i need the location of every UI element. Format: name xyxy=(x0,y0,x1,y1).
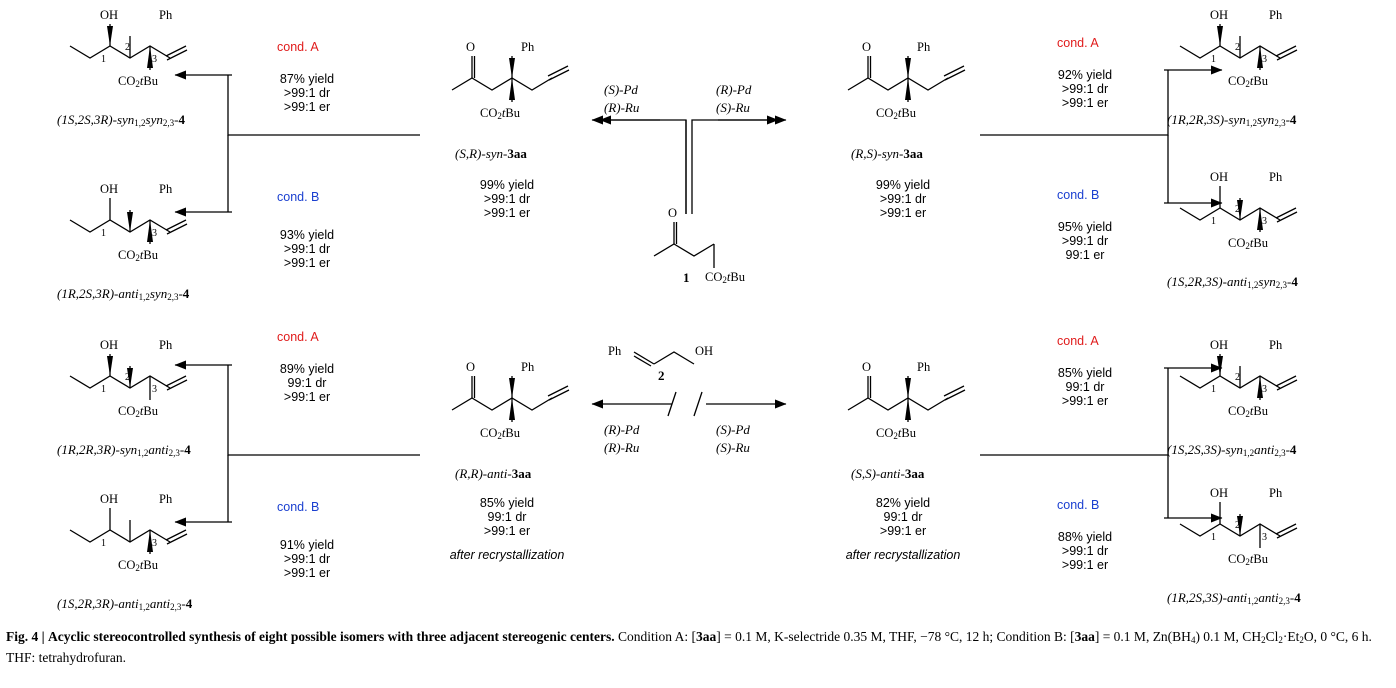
structure-intermediate-SR-syn-3aa xyxy=(452,56,569,102)
figure-title: Acyclic stereocontrolled synthesis of eight possible isomers with three adjacent stereogenic centers. xyxy=(47,629,615,644)
intermediate-label-RS-syn-3aa: (R,S)-syn-3aa xyxy=(851,146,923,161)
product-label-top-right-lower: (1S,2R,3S)-anti$_{1,2}$syn$_{2,3}$-4 xyxy=(1167,274,1298,290)
er-value: >99:1 er xyxy=(283,256,331,270)
er-value: >99:1 er xyxy=(1061,96,1109,110)
yield-value: 85% yield xyxy=(479,496,535,510)
intermediate-label-RR-anti-3aa: (R,R)-anti-3aa xyxy=(455,466,532,481)
yield-value: 88% yield xyxy=(1057,530,1113,544)
locant-3: 3 xyxy=(152,384,157,395)
dr-value: >99:1 dr xyxy=(1061,544,1109,558)
atom-label-co2tbu: $CO_2tBu$ xyxy=(705,270,745,285)
er-value: >99:1 er xyxy=(879,206,927,220)
dr-value: >99:1 dr xyxy=(879,192,927,206)
atom-label-co2tbu: $CO_2tBu$ xyxy=(118,248,158,263)
figure-caption: Fig. 4 | Acyclic stereocontrolled synthesis of eight possible isomers with three adjacent stereogenic centers. Condition A: [3aa] = 0.1 M, K-selectride 0.35 M, THF, −78 °C, 12 h; Condition B: [3aa] = 0.1 M, $Zn(BH_4)$ 0.1 M, $CH_2Cl_2\cdot Et_2O$, 0 °C, 6 h. THF: tetrahydrofuran. xyxy=(6,629,1372,665)
note-SS-anti-3aa: after recrystallization xyxy=(845,548,961,562)
starting-material-2-label: 2 xyxy=(658,368,665,383)
atom-label-o: O xyxy=(862,360,872,374)
dr-value: 99:1 dr xyxy=(883,510,923,524)
er-value: >99:1 er xyxy=(1061,558,1109,572)
caption-text-6: ·Et xyxy=(1282,629,1300,644)
figure-separator: | xyxy=(41,629,45,644)
locant-3: 3 xyxy=(1262,54,1267,65)
er-value: >99:1 er xyxy=(283,566,331,580)
yield-block-top-left-lower xyxy=(252,228,362,270)
locant-3: 3 xyxy=(1262,384,1267,395)
locant-3: 3 xyxy=(152,228,157,239)
catalyst-top-left-line1: (S)-Pd xyxy=(604,82,638,97)
caption-text-5: Cl xyxy=(1265,629,1279,644)
atom-label-oh: OH xyxy=(695,344,714,358)
atom-label-co2tbu: $CO_2tBu$ xyxy=(1228,74,1268,89)
structure-product-top-left-lower xyxy=(70,198,187,244)
atom-label-o: O xyxy=(466,360,476,374)
locant-2: 2 xyxy=(1235,42,1240,53)
atom-label-ph: Ph xyxy=(521,40,535,54)
catalyst-top-right-line2: (S)-Ru xyxy=(716,100,750,115)
yield-value: 99% yield xyxy=(875,178,931,192)
structure-starting-material-1 xyxy=(654,222,714,268)
er-value: >99:1 er xyxy=(879,524,927,538)
locant-2: 2 xyxy=(1235,372,1240,383)
yield-block-top-left-upper xyxy=(252,72,362,114)
yield-value: 85% yield xyxy=(1057,366,1113,380)
figure-number: Fig. 4 xyxy=(6,629,39,644)
dr-value: 99:1 dr xyxy=(287,376,327,390)
atom-label-oh: OH xyxy=(100,492,119,506)
locant-1: 1 xyxy=(101,384,106,395)
condition-label-top-right-upper: cond. A xyxy=(1057,36,1099,50)
product-label-bottom-left-upper: (1R,2R,3R)-syn$_{1,2}$anti$_{2,3}$-4 xyxy=(57,442,191,458)
caption-text-2: ] = 0.1 M, K-selectride 0.35 M, THF, −78 °C, 12 h; Condition B: [ xyxy=(716,629,1075,644)
caption-3aa-2: 3aa xyxy=(1074,629,1095,644)
atom-label-ph: Ph xyxy=(159,492,173,506)
locant-1: 1 xyxy=(101,228,106,239)
dr-value: >99:1 dr xyxy=(1061,234,1109,248)
atom-label-ph: Ph xyxy=(521,360,535,374)
starting-material-1-label: 1 xyxy=(683,270,690,285)
yield-block-top-right-upper xyxy=(1030,68,1140,110)
atom-label-ph: Ph xyxy=(1269,486,1283,500)
atom-label-ph: Ph xyxy=(1269,338,1283,352)
dr-value: >99:1 dr xyxy=(283,552,331,566)
dr-value: >99:1 dr xyxy=(283,86,331,100)
atom-label-oh: OH xyxy=(100,338,119,352)
locant-1: 1 xyxy=(101,54,106,65)
atom-label-co2tbu: $CO_2tBu$ xyxy=(118,558,158,573)
atom-label-co2tbu: $CO_2tBu$ xyxy=(1228,404,1268,419)
catalyst-bottom-right-line1: (S)-Pd xyxy=(716,422,750,437)
locant-3: 3 xyxy=(152,54,157,65)
note-RR-anti-3aa: after recrystallization xyxy=(449,548,565,562)
atom-label-oh: OH xyxy=(1210,338,1229,352)
atom-label-ph: Ph xyxy=(1269,8,1283,22)
structure-starting-material-2 xyxy=(634,352,694,366)
atom-label-co2tbu: $CO_2tBu$ xyxy=(118,74,158,89)
atom-label-co2tbu: $CO_2tBu$ xyxy=(480,106,520,121)
catalyst-bottom-left-line2: (R)-Ru xyxy=(604,440,640,455)
atom-label-ph: Ph xyxy=(917,40,931,54)
dr-value: 99:1 dr xyxy=(1065,380,1105,394)
dr-value: >99:1 dr xyxy=(283,242,331,256)
product-label-top-left-upper: (1S,2S,3R)-syn$_{1,2}$syn$_{2,3}$-4 xyxy=(57,112,185,128)
atom-label-co2tbu: $CO_2tBu$ xyxy=(1228,236,1268,251)
atom-label-oh: OH xyxy=(1210,8,1229,22)
locant-3: 3 xyxy=(152,538,157,549)
yield-value: 89% yield xyxy=(279,362,335,376)
locant-1: 1 xyxy=(1211,384,1216,395)
product-label-bottom-right-upper: (1S,2S,3S)-syn$_{1,2}$anti$_{2,3}$-4 xyxy=(1167,442,1297,458)
catalyst-top-left-line2: (R)-Ru xyxy=(604,100,640,115)
locant-3: 3 xyxy=(1262,216,1267,227)
yield-block-RR-anti-3aa xyxy=(447,496,567,538)
er-value: >99:1 er xyxy=(283,100,331,114)
structure-intermediate-RR-anti-3aa xyxy=(452,376,569,422)
er-value: >99:1 er xyxy=(283,390,331,404)
locant-3: 3 xyxy=(1262,532,1267,543)
caption-text-4: ) 0.1 M, CH xyxy=(1195,629,1262,644)
locant-2: 2 xyxy=(125,42,130,53)
yield-block-bottom-left-upper xyxy=(252,362,362,404)
locant-1: 1 xyxy=(1211,216,1216,227)
yield-value: 99% yield xyxy=(479,178,535,192)
yield-value: 91% yield xyxy=(279,538,335,552)
atom-label-oh: OH xyxy=(1210,170,1229,184)
caption-text-1: Condition A: [ xyxy=(618,629,697,644)
atom-label-ph: Ph xyxy=(159,8,173,22)
er-value: >99:1 er xyxy=(1061,394,1109,408)
yield-block-SR-syn-3aa xyxy=(447,178,567,220)
locant-2: 2 xyxy=(125,372,130,383)
product-label-top-left-lower: (1R,2S,3R)-anti$_{1,2}$syn$_{2,3}$-4 xyxy=(57,286,190,302)
condition-label-bottom-right-lower: cond. B xyxy=(1057,498,1100,512)
intermediate-label-SR-syn-3aa: (S,R)-syn-3aa xyxy=(455,146,527,161)
atom-label-co2tbu: $CO_2tBu$ xyxy=(118,404,158,419)
yield-block-bottom-left-lower xyxy=(252,538,362,580)
arrow-top-center xyxy=(600,120,778,214)
locant-2: 2 xyxy=(1235,520,1240,531)
yield-block-top-right-lower xyxy=(1030,220,1140,262)
locant-1: 1 xyxy=(101,538,106,549)
yield-value: 95% yield xyxy=(1057,220,1113,234)
locant-1: 1 xyxy=(1211,54,1216,65)
condition-label-top-right-lower: cond. B xyxy=(1057,188,1100,202)
dr-value: >99:1 dr xyxy=(483,192,531,206)
product-label-bottom-left-lower: (1S,2R,3R)-anti$_{1,2}$anti$_{2,3}$-4 xyxy=(57,596,193,612)
atom-label-ph: Ph xyxy=(159,338,173,352)
catalyst-bottom-right-line2: (S)-Ru xyxy=(716,440,750,455)
atom-label-o: O xyxy=(466,40,476,54)
condition-label-top-left-lower: cond. B xyxy=(277,190,320,204)
atom-label-co2tbu: $CO_2tBu$ xyxy=(480,426,520,441)
yield-value: 93% yield xyxy=(279,228,335,242)
condition-label-bottom-right-upper: cond. A xyxy=(1057,334,1099,348)
catalyst-top-right-line1: (R)-Pd xyxy=(716,82,752,97)
atom-label-o: O xyxy=(862,40,872,54)
atom-label-co2tbu: $CO_2tBu$ xyxy=(876,106,916,121)
yield-value: 92% yield xyxy=(1057,68,1113,82)
yield-block-bottom-right-lower xyxy=(1030,530,1140,572)
yield-block-SS-anti-3aa xyxy=(843,496,963,538)
yield-value: 82% yield xyxy=(875,496,931,510)
structure-intermediate-RS-syn-3aa xyxy=(848,56,965,102)
yield-value: 87% yield xyxy=(279,72,335,86)
atom-label-oh: OH xyxy=(100,182,119,196)
product-label-top-right-upper: (1R,2R,3S)-syn$_{1,2}$syn$_{2,3}$-4 xyxy=(1167,112,1297,128)
catalyst-bottom-left-line1: (R)-Pd xyxy=(604,422,640,437)
structure-product-bottom-left-lower xyxy=(70,508,187,554)
atom-label-ph: Ph xyxy=(1269,170,1283,184)
atom-label-ph: Ph xyxy=(159,182,173,196)
caption-3aa-1: 3aa xyxy=(696,629,717,644)
er-value: >99:1 er xyxy=(483,524,531,538)
atom-label-ph: Ph xyxy=(917,360,931,374)
atom-label-co2tbu: $CO_2tBu$ xyxy=(876,426,916,441)
dr-value: >99:1 dr xyxy=(1061,82,1109,96)
yield-block-bottom-right-upper xyxy=(1030,366,1140,408)
product-label-bottom-right-lower: (1R,2S,3S)-anti$_{1,2}$anti$_{2,3}$-4 xyxy=(1167,590,1301,606)
intermediate-label-SS-anti-3aa: (S,S)-anti-3aa xyxy=(851,466,925,481)
atom-label-ph: Ph xyxy=(608,344,622,358)
er-value: 99:1 er xyxy=(1065,248,1105,262)
atom-label-oh: OH xyxy=(100,8,119,22)
caption-text-3: ] = 0.1 M, Zn(BH xyxy=(1094,629,1191,644)
dr-value: 99:1 dr xyxy=(487,510,527,524)
condition-label-top-left-upper: cond. A xyxy=(277,40,319,54)
arrow-bottom-left-to-intermediate xyxy=(592,392,676,416)
atom-label-oh: OH xyxy=(1210,486,1229,500)
condition-label-bottom-left-lower: cond. B xyxy=(277,500,320,514)
er-value: >99:1 er xyxy=(483,206,531,220)
locant-1: 1 xyxy=(1211,532,1216,543)
locant-2: 2 xyxy=(1235,204,1240,215)
caption-text-7: O, 0 °C, 6 h. THF: tetrahydrofuran. xyxy=(6,629,1372,665)
atom-label-o: O xyxy=(668,206,678,220)
structure-intermediate-SS-anti-3aa xyxy=(848,376,965,422)
yield-block-RS-syn-3aa xyxy=(843,178,963,220)
condition-label-bottom-left-upper: cond. A xyxy=(277,330,319,344)
arrow-bottom-right-to-intermediate xyxy=(694,392,786,416)
atom-label-co2tbu: $CO_2tBu$ xyxy=(1228,552,1268,567)
